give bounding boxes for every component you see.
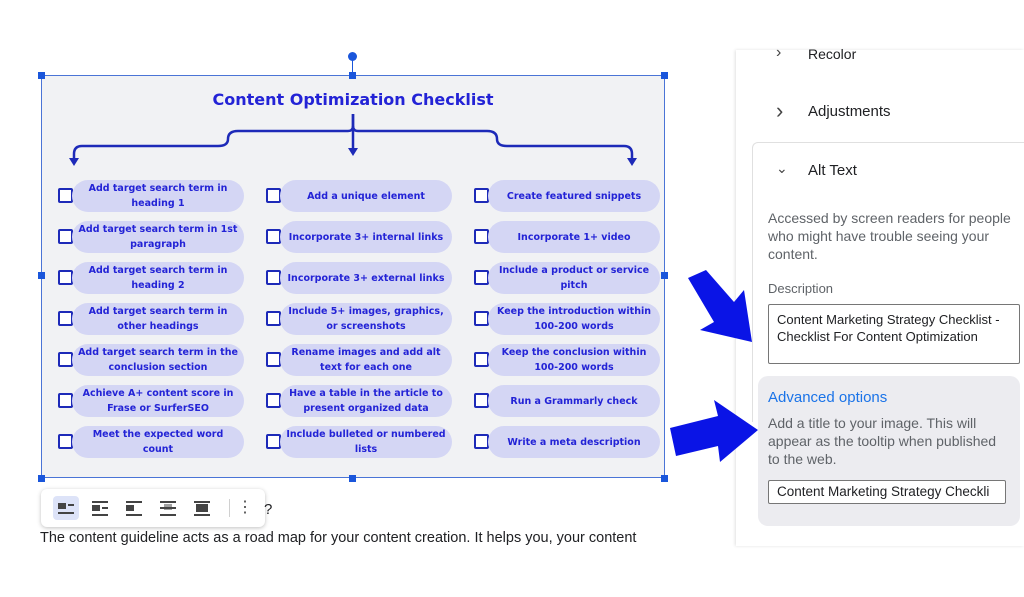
checkbox-icon (266, 352, 281, 367)
resize-handle-bottom[interactable] (349, 475, 356, 482)
resize-handle-left[interactable] (38, 272, 45, 279)
checkbox-icon (58, 352, 73, 367)
adjustments-section[interactable]: Adjustments (808, 103, 891, 120)
image-options-panel (736, 44, 1024, 546)
checklist-item: Add target search term in heading 2 (58, 262, 246, 303)
checklist-item: Add a unique element (266, 180, 454, 221)
break-text-icon[interactable] (121, 496, 147, 520)
checklist-item: Add target search term in heading 1 (58, 180, 246, 221)
checkbox-icon (58, 188, 73, 203)
chevron-down-icon[interactable]: ⌄ (776, 160, 788, 176)
resize-handle-top-left[interactable] (38, 72, 45, 79)
checklist-column-1 (58, 180, 246, 467)
checkbox-icon (58, 434, 73, 449)
checklist-item: Incorporate 1+ video (474, 221, 662, 262)
infographic-title: Content Optimization Checklist (212, 90, 494, 109)
checkbox-icon (474, 311, 489, 326)
checklist-item: Incorporate 3+ internal links (266, 221, 454, 262)
checkbox-icon (58, 270, 73, 285)
checkbox-icon (474, 434, 489, 449)
checkbox-icon (266, 434, 281, 449)
checkbox-icon (266, 270, 281, 285)
title-input[interactable]: Content Marketing Strategy Checkli (768, 480, 1006, 504)
advanced-options-box (758, 376, 1020, 526)
checkbox-icon (474, 229, 489, 244)
advanced-options-help: Add a title to your image. This will appear as the tooltip when published to the web. (768, 415, 997, 467)
infographic-brace (42, 76, 666, 176)
resize-handle-top[interactable] (349, 72, 356, 79)
body-paragraph: The content guideline acts as a road map for your content creation. It helps you, your content (40, 530, 637, 546)
checklist-item: Include 5+ images, graphics, or screenshots (266, 303, 454, 344)
checkbox-icon (266, 229, 281, 244)
checklist-item: Keep the introduction within 100-200 words (474, 303, 662, 344)
advanced-options-title[interactable]: Advanced options (768, 389, 888, 406)
checklist-item: Add target search term in the conclusion section (58, 344, 246, 385)
checklist-item: Incorporate 3+ external links (266, 262, 454, 303)
behind-text-icon[interactable] (155, 496, 181, 520)
image-options-toolbar (41, 489, 265, 527)
selected-image[interactable] (41, 75, 665, 478)
checklist-item: Run a Grammarly check (474, 385, 662, 426)
resize-handle-bottom-right[interactable] (661, 475, 668, 482)
checkbox-icon (474, 352, 489, 367)
checkbox-icon (266, 188, 281, 203)
checklist-item: Include a product or service pitch (474, 262, 662, 303)
description-label: Description (768, 281, 834, 296)
checklist-item: Add target search term in other headings (58, 303, 246, 344)
resize-handle-bottom-left[interactable] (38, 475, 45, 482)
arrow-annotation-icon (676, 268, 758, 346)
checklist-item: Achieve A+ content score in Frase or SurferSEO (58, 385, 246, 426)
recolor-section[interactable]: Recolor (808, 46, 857, 62)
toolbar-divider (229, 499, 230, 517)
arrow-annotation-icon (668, 396, 760, 468)
in-front-of-text-icon[interactable] (189, 496, 215, 520)
wrap-text-icon[interactable] (87, 496, 113, 520)
chevron-right-icon[interactable]: › (776, 98, 784, 123)
checklist-column-3 (474, 180, 662, 467)
checklist-item: Keep the conclusion within 100-200 words (474, 344, 662, 385)
description-textarea[interactable]: Content Marketing Strategy Checklist - Checklist For Content Optimization (768, 304, 1020, 364)
checkbox-icon (58, 311, 73, 326)
checklist-item: Add target search term in 1st paragraph (58, 221, 246, 262)
more-options-icon[interactable]: ⋮ (237, 499, 253, 516)
resize-handle-top-right[interactable] (661, 72, 668, 79)
checkbox-icon (474, 393, 489, 408)
resize-handle-right[interactable] (661, 272, 668, 279)
checkbox-icon (266, 393, 281, 408)
wrap-inline-icon[interactable] (53, 496, 79, 520)
checklist-item: Include bulleted or numbered lists (266, 426, 454, 467)
checkbox-icon (474, 188, 489, 203)
checkbox-icon (474, 270, 489, 285)
checkbox-icon (266, 311, 281, 326)
heading-fragment: ? (264, 501, 273, 518)
alt-text-header[interactable]: Alt Text (808, 162, 857, 179)
checklist-item: Create featured snippets (474, 180, 662, 221)
checklist-item: Rename images and add alt text for each one (266, 344, 454, 385)
chevron-right-icon[interactable]: › (776, 44, 782, 61)
checklist-column-2 (266, 180, 454, 467)
checklist-item: Write a meta description (474, 426, 662, 467)
checklist-item: Have a table in the article to present organized data (266, 385, 454, 426)
checkbox-icon (58, 229, 73, 244)
checkbox-icon (58, 393, 73, 408)
checklist-item: Meet the expected word count (58, 426, 246, 467)
alt-text-help: Accessed by screen readers for people who might have trouble seeing your content. (768, 210, 1011, 262)
